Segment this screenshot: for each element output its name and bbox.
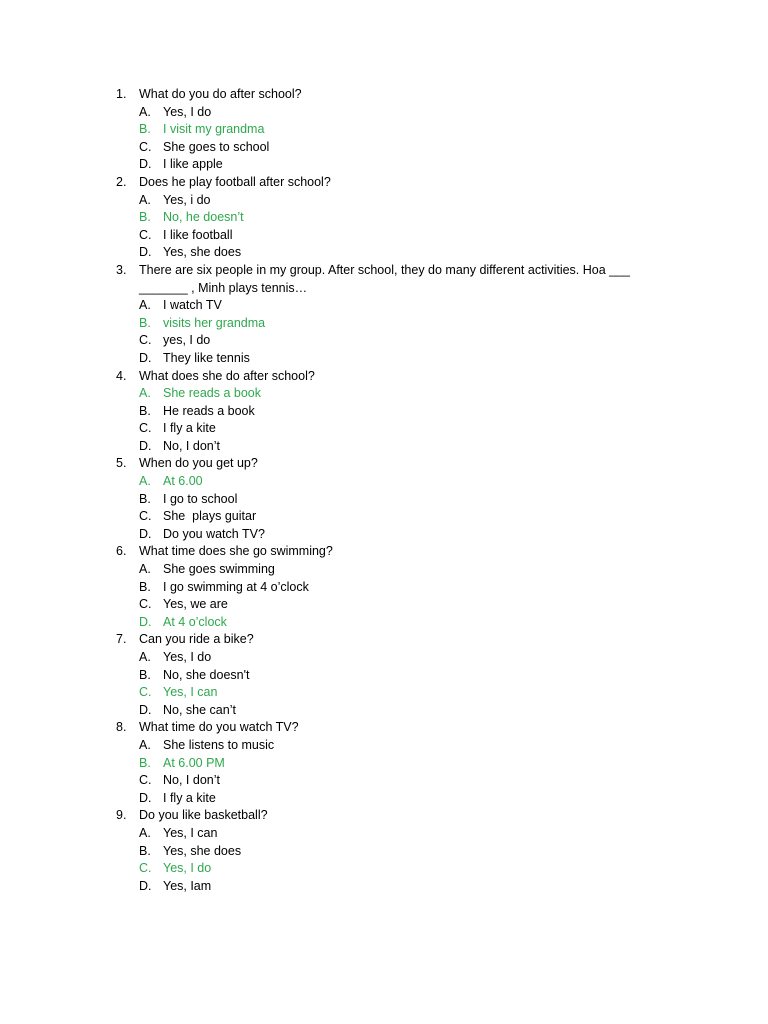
answer-option-correct bbox=[116, 860, 676, 878]
question-line bbox=[116, 631, 676, 649]
option-text: She goes to school bbox=[163, 139, 270, 154]
question-block bbox=[116, 807, 676, 895]
option-text: No, I don’t bbox=[163, 438, 220, 453]
question-block bbox=[116, 86, 676, 174]
question-block bbox=[116, 631, 676, 719]
answer-option-correct bbox=[116, 684, 676, 702]
option-letter: D. bbox=[139, 245, 152, 260]
question-text: Does he play football after school? bbox=[139, 174, 331, 189]
option-letter: B. bbox=[139, 755, 151, 770]
question-line bbox=[116, 719, 676, 737]
answer-option bbox=[116, 420, 676, 438]
option-letter: C. bbox=[139, 773, 152, 788]
question-number: 7. bbox=[116, 632, 127, 647]
option-letter: B. bbox=[139, 579, 151, 594]
option-text: Do you watch TV? bbox=[163, 526, 265, 541]
question-line bbox=[116, 86, 676, 104]
answer-option bbox=[116, 104, 676, 122]
answer-option bbox=[116, 843, 676, 861]
answer-option bbox=[116, 790, 676, 808]
question-number: 1. bbox=[116, 87, 127, 101]
answer-option bbox=[116, 297, 676, 315]
option-text: At 6.00 PM bbox=[163, 755, 225, 770]
option-letter: D. bbox=[139, 702, 152, 717]
question-text: What does she do after school? bbox=[139, 368, 315, 383]
option-text: I visit my grandma bbox=[163, 122, 265, 137]
option-letter: D. bbox=[139, 438, 152, 453]
answer-option-correct bbox=[116, 315, 676, 333]
answer-option-correct bbox=[116, 385, 676, 403]
answer-option bbox=[116, 579, 676, 597]
answer-option bbox=[116, 526, 676, 544]
answer-option bbox=[116, 508, 676, 526]
option-text: She reads a book bbox=[163, 386, 261, 401]
answer-option bbox=[116, 491, 676, 509]
option-letter: C. bbox=[139, 139, 152, 154]
answer-option bbox=[116, 702, 676, 720]
option-letter: B. bbox=[139, 843, 151, 858]
option-text: I like football bbox=[163, 227, 233, 242]
answer-option-correct bbox=[116, 755, 676, 773]
answer-option bbox=[116, 139, 676, 157]
answer-option bbox=[116, 667, 676, 685]
option-text: No, she can’t bbox=[163, 702, 236, 717]
option-letter: D. bbox=[139, 614, 152, 629]
question-line bbox=[116, 807, 676, 825]
answer-option bbox=[116, 649, 676, 667]
question-line bbox=[116, 174, 676, 192]
question-text: What time does she go swimming? bbox=[139, 544, 333, 559]
answer-option bbox=[116, 244, 676, 262]
question-text: When do you get up? bbox=[139, 456, 258, 471]
question-number: 9. bbox=[116, 808, 127, 823]
question-block bbox=[116, 262, 676, 368]
option-text: At 4 o’clock bbox=[163, 614, 227, 629]
option-text: Yes, she does bbox=[163, 245, 242, 260]
question-block bbox=[116, 455, 676, 543]
option-letter: B. bbox=[139, 491, 151, 506]
option-text: She listens to music bbox=[163, 737, 275, 752]
question-number: 6. bbox=[116, 544, 127, 559]
option-letter: D. bbox=[139, 157, 152, 172]
answer-option bbox=[116, 438, 676, 456]
question-number: 3. bbox=[116, 262, 127, 277]
option-letter: B. bbox=[139, 667, 151, 682]
answer-option bbox=[116, 772, 676, 790]
option-letter: D. bbox=[139, 350, 152, 365]
answer-option-correct bbox=[116, 209, 676, 227]
answer-option bbox=[116, 561, 676, 579]
option-text: I fly a kite bbox=[163, 421, 216, 436]
option-text: visits her grandma bbox=[163, 315, 266, 330]
question-text: Can you ride a bike? bbox=[139, 632, 254, 647]
answer-option bbox=[116, 403, 676, 421]
question-line bbox=[116, 543, 676, 561]
option-text: I go to school bbox=[163, 491, 238, 506]
question-text: What time do you watch TV? bbox=[139, 720, 299, 735]
option-letter: D. bbox=[139, 878, 152, 893]
answer-option bbox=[116, 596, 676, 614]
option-text: She plays guitar bbox=[163, 509, 257, 524]
answer-option bbox=[116, 192, 676, 210]
option-letter: B. bbox=[139, 315, 151, 330]
option-letter: C. bbox=[139, 509, 152, 524]
option-letter: A. bbox=[139, 562, 151, 577]
option-letter: A. bbox=[139, 825, 151, 840]
question-text: What do you do after school? bbox=[139, 87, 302, 101]
option-text: I like apple bbox=[163, 157, 223, 172]
question-line bbox=[116, 455, 676, 473]
question-block bbox=[116, 174, 676, 262]
option-text: No, I don’t bbox=[163, 773, 220, 788]
question-block bbox=[116, 543, 676, 631]
option-letter: C. bbox=[139, 685, 152, 700]
question-number: 4. bbox=[116, 368, 127, 383]
question-text: Do you like basketball? bbox=[139, 808, 268, 823]
option-text: Yes, Iam bbox=[163, 878, 212, 893]
question-number: 2. bbox=[116, 174, 127, 189]
quiz-list bbox=[116, 86, 676, 895]
answer-option bbox=[116, 878, 676, 896]
option-letter: D. bbox=[139, 526, 152, 541]
option-letter: C. bbox=[139, 227, 152, 242]
option-text: I go swimming at 4 o’clock bbox=[163, 579, 309, 594]
option-letter: B. bbox=[139, 403, 151, 418]
option-letter: B. bbox=[139, 210, 151, 225]
option-letter: A. bbox=[139, 737, 151, 752]
answer-option bbox=[116, 350, 676, 368]
option-letter: A. bbox=[139, 298, 151, 313]
option-letter: A. bbox=[139, 386, 151, 401]
answer-option bbox=[116, 156, 676, 174]
question-line bbox=[116, 262, 676, 297]
answer-option bbox=[116, 227, 676, 245]
option-text: No, she doesn't bbox=[163, 667, 250, 682]
option-letter: C. bbox=[139, 597, 152, 612]
question-number: 5. bbox=[116, 456, 127, 471]
option-letter: A. bbox=[139, 474, 151, 489]
option-text: Yes, we are bbox=[163, 597, 228, 612]
answer-option-correct bbox=[116, 614, 676, 632]
option-text: Yes, I can bbox=[163, 685, 218, 700]
question-block bbox=[116, 719, 676, 807]
question-number: 8. bbox=[116, 720, 127, 735]
option-letter: C. bbox=[139, 333, 152, 348]
question-text: There are six people in my group. After school, they do many different activities. Hoa ___ _______ , Minh plays tennis… bbox=[139, 262, 631, 295]
option-text: Yes, I do bbox=[163, 104, 212, 119]
answer-option-correct bbox=[116, 121, 676, 139]
question-block bbox=[116, 368, 676, 456]
option-letter: A. bbox=[139, 650, 151, 664]
option-text: Yes, I can bbox=[163, 825, 218, 840]
answer-option bbox=[116, 825, 676, 843]
option-text: She goes swimming bbox=[163, 562, 275, 577]
option-text: Yes, i do bbox=[163, 192, 211, 207]
option-text: He reads a book bbox=[163, 403, 255, 418]
option-text: Yes, she does bbox=[163, 843, 242, 858]
option-letter: C. bbox=[139, 861, 152, 876]
option-text: I watch TV bbox=[163, 298, 222, 313]
option-letter: C. bbox=[139, 421, 152, 436]
question-line bbox=[116, 368, 676, 386]
option-text: Yes, I do bbox=[163, 861, 212, 876]
option-letter: A. bbox=[139, 192, 151, 207]
option-text: yes, I do bbox=[163, 333, 211, 348]
option-text: I fly a kite bbox=[163, 790, 216, 805]
option-text: No, he doesn’t bbox=[163, 210, 244, 225]
option-text: They like tennis bbox=[163, 350, 250, 365]
option-text: Yes, I do bbox=[163, 650, 212, 664]
option-text: At 6.00 bbox=[163, 474, 203, 489]
answer-option-correct bbox=[116, 473, 676, 491]
answer-option bbox=[116, 332, 676, 350]
option-letter: B. bbox=[139, 122, 151, 137]
option-letter: A. bbox=[139, 104, 151, 119]
answer-option bbox=[116, 737, 676, 755]
option-letter: D. bbox=[139, 790, 152, 805]
